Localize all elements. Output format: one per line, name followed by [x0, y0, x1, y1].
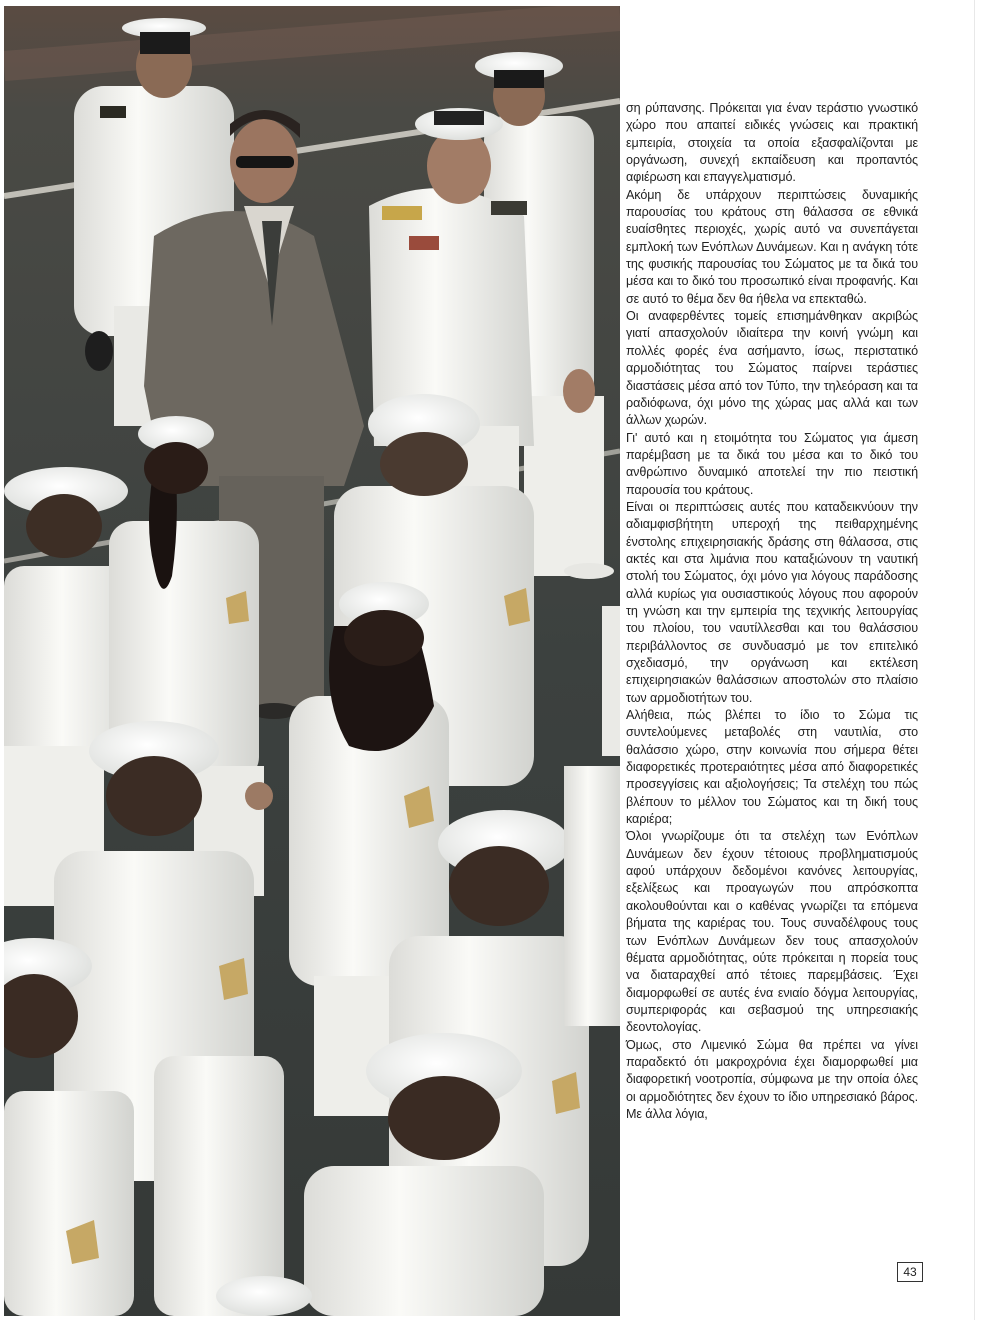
- page-number: 43: [897, 1262, 923, 1282]
- paragraph: Οι αναφερθέντες τομείς επισημάνθηκαν ακριβώς γιατί απασχολούν ιδιαίτερα την κοινή γνώμη και πολλές φορές ένα ασήμαντο, ίσως, περιστατικό αρμοδιότητας του Σώματος παίρνει τεράστιες διαστάσεις μέσα από τον Τύπο, την τηλεόραση και τα ραδιόφωνα, όχι μόνο της χώρας μας αλλά και των άλλων χωρών.: [626, 309, 918, 428]
- paragraph: Είναι οι περιπτώσεις αυτές που καταδεικνύουν την αδιαμφισβήτητη υπεροχή της πειθαρχημένης ένστολης επιχειρησιακής δράσης στη θάλασσα, στις ακτές και στα λιμάνια που καταξιώνουν τη ναυτική στολή του Σώματος, όχι μόνο για λόγους παράδοσης αλλά κυρίως για ουσιαστικούς λόγους που αφορούν τη γνώση και την εμπειρία της τεχνικής λειτουργίας του πλοίου, του ναυτίλλεσθαι και του θαλάσσιου περιβάλλοντος σε συνδυασμό με τον επιτελικό σχεδιασμό, την οργάνωση και εκτέλεση επιχειρησιακών θαλάσσιων αποστολών στο πλαίσιο των αρμοδιοτήτων του.: [626, 499, 918, 705]
- paragraph: ση ρύπανσης. Πρόκειται για έναν τεράστιο γνωστικό χώρο που απαιτεί ειδικές γνώσεις και πρακτική εμπειρία, στοιχεία τα οποία εξασφαλίζονται με οργάνωση, συνεχή εκπαίδευση και προπαντός αφιέρωση και επαγγελματισμό.: [626, 101, 918, 185]
- article-text: [626, 100, 918, 1123]
- paragraph: Γι' αυτό και η ετοιμότητα του Σώματος για άμεση παρέμβαση με τα δικά του μέσα και το δικό του ανθρώπινο δυναμικό αποτελεί την πιο πειστική παρουσία του κράτους.: [626, 430, 918, 497]
- paragraph: Αλήθεια, πώς βλέπει το ίδιο το Σώμα τις συντελούμενες μεταβολές στη ναυτιλία, στο θαλάσσιο χώρο, στην κοινωνία που σήμερα θέτει διαφορετικές προτεραιότητες μέσα από διαφορετικές προσεγγίσεις και αξιολογήσεις; Τα στελέχη του πώς βλέπουν το μέλλον του Σώματος και τη δική τους καριέρα;: [626, 708, 918, 827]
- page-edge-divider: [974, 0, 975, 1320]
- paragraph: Όμως, στο Λιμενικό Σώμα θα πρέπει να γίνει παραδεκτό ότι μακροχρόνια έχει διαμορφωθεί μια διαφορετική νοοτροπία, σύμφωνα με την οποία όλες οι αρμοδιότητες δεν έχουν το ίδιο υπηρεσιακό βάρος. Με άλλα λόγια,: [626, 1037, 918, 1121]
- parade-photo: [4, 6, 620, 1316]
- paragraph: Όλοι γνωρίζουμε ότι τα στελέχη των Ενόπλων Δυνάμεων δεν έχουν τέτοιους προβληματισμούς αφού υπάρχουν δεδομένοι κανόνες λειτουργίας, εξελίξεως και προαγωγών που απρόσκοπτα ακολουθούνται και ο καθένας γνωρίζει τα επόμενα βήματα της καριέρας του. Τους συναδέλφους τους των Ενόπλων Δυνάμεων δεν τους απασχολούν θέματα αρμοδιότητας, ούτε πρόκειται η πορεία τους να διαταραχθεί από τέτοιες παρεμβάσεις. Έχει διαμορφωθεί σε αυτές ένα ενιαίο δόγμα λειτουργίας, συμπεριφοράς και σεβασμού της υπηρεσιακής δεοντολογίας.: [626, 829, 918, 1035]
- paragraph: Ακόμη δε υπάρχουν περιπτώσεις δυναμικής παρουσίας του κράτους στη θάλασσα σε εθνικά ευαίσθητες περιοχές, χωρίς αυτό να συνεπάγεται εμπλοκή των Ενόπλων Δυνάμεων. Και η ανάγκη τότε της φυσικής παρουσίας του Σώματος με τα δικά του μέσα και το δικό του προσωπικό είναι προφανής. Και σε αυτό το θέμα δεν θα ήθελα να επεκταθώ.: [626, 187, 918, 306]
